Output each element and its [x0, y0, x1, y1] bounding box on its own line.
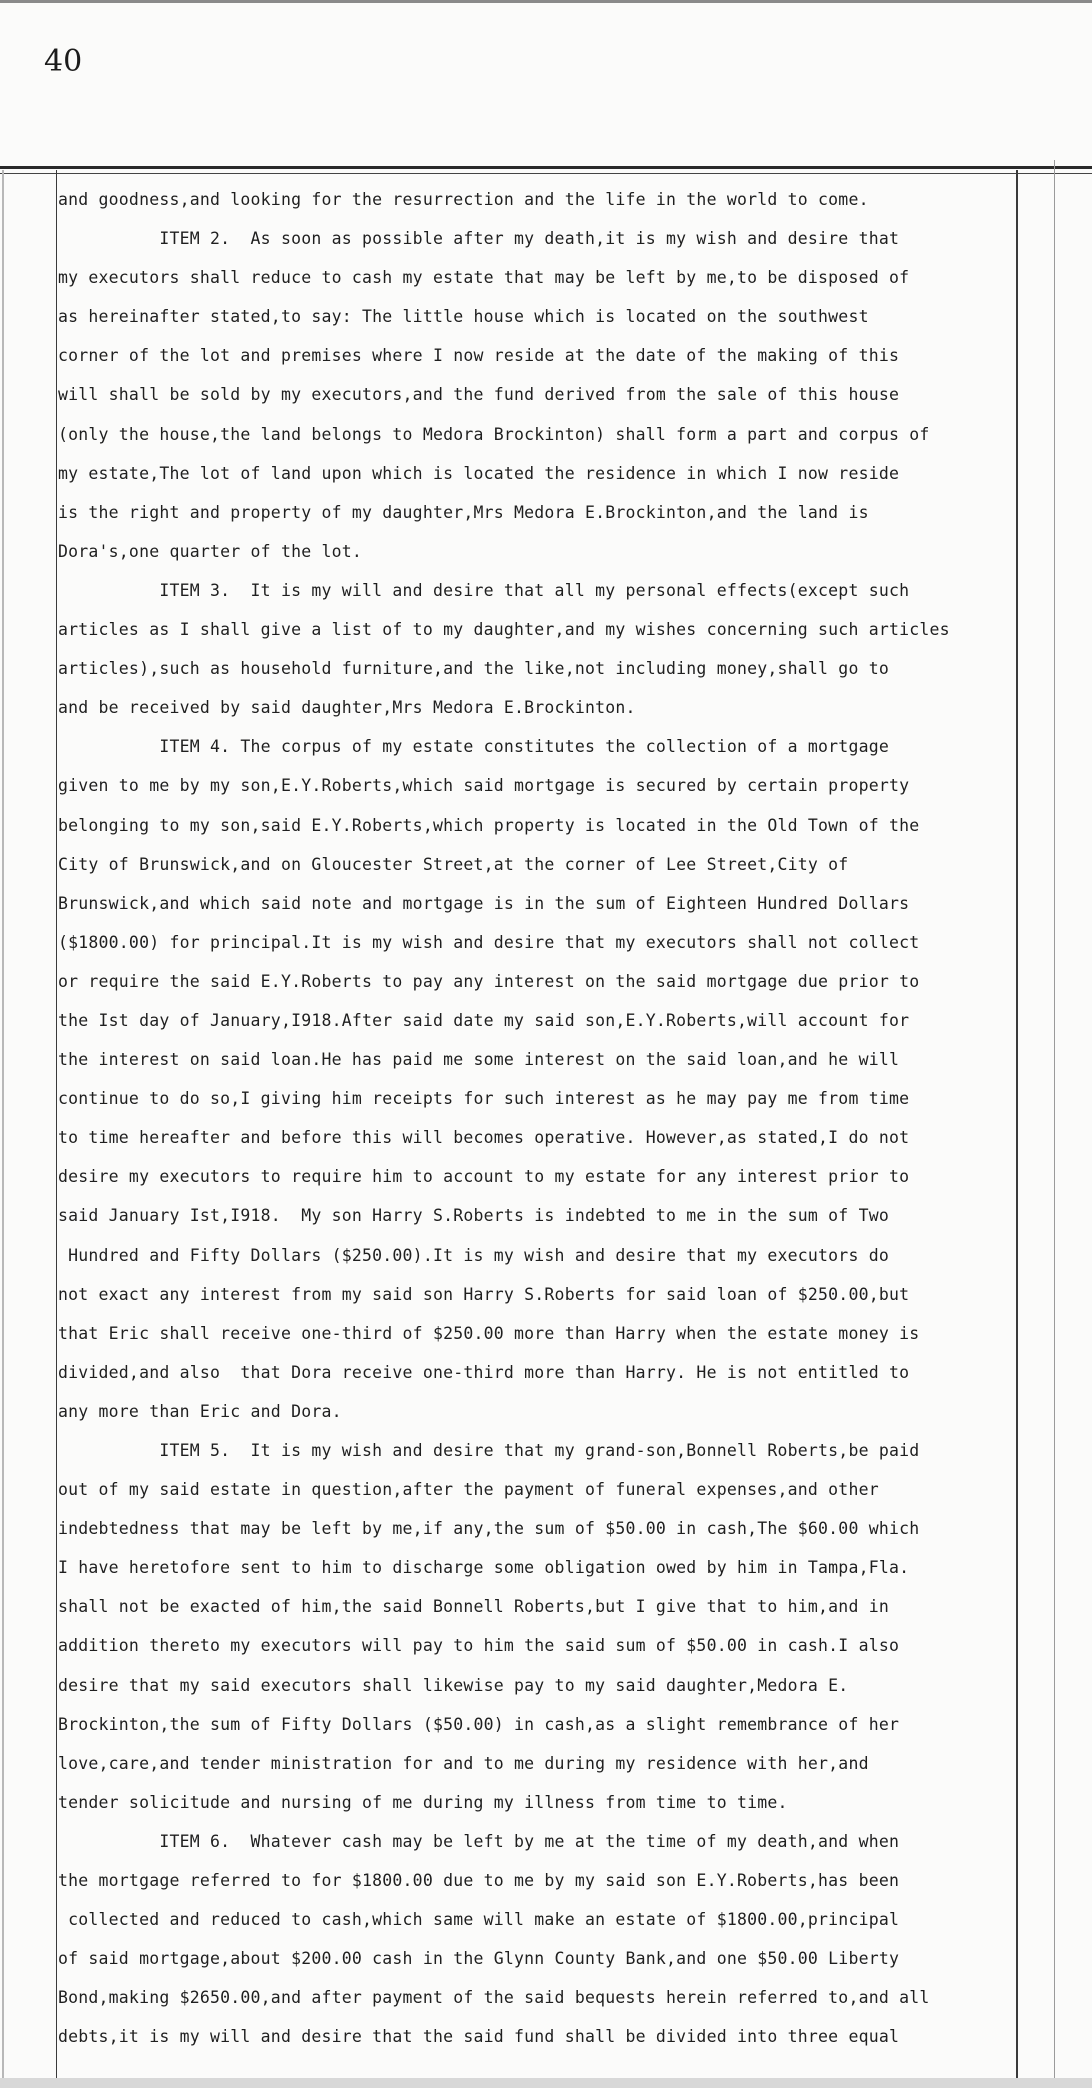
text-line: my executors shall reduce to cash my estate that may be left by me,to be disposed of [58, 268, 910, 288]
text-line: indebtedness that may be left by me,if any,the sum of $50.00 in cash,The $60.00 which [58, 1519, 920, 1539]
text-line: and be received by said daughter,Mrs Medora E.Brockinton. [58, 698, 636, 718]
text-line: of said mortgage,about $200.00 cash in the Glynn County Bank,and one $50.00 Liberty [58, 1949, 900, 1969]
right-page-edge [1054, 160, 1055, 2088]
text-line: any more than Eric and Dora. [58, 1401, 342, 1421]
text-line: and goodness,and looking for the resurrection and the life in the world to come. [58, 190, 869, 209]
text-line: I have heretofore sent to him to discharge some obligation owed by him in Tampa,Fla. [58, 1558, 910, 1578]
text-line: debts,it is my will and desire that the said fund shall be divided into three equal [58, 2027, 900, 2047]
page-number: 40 [44, 44, 83, 79]
text-line: articles),such as household furniture,and the like,not including money,shall go to [58, 659, 889, 679]
page-top-edge [0, 0, 1092, 3]
text-line: ITEM 2. As soon as possible after my death,it is my wish and desire that [58, 229, 900, 249]
text-line: out of my said estate in question,after the payment of funeral expenses,and other [58, 1480, 879, 1500]
text-line: will shall be sold by my executors,and the fund derived from the sale of this house [58, 385, 900, 405]
text-line: love,care,and tender ministration for and to me during my residence with her,and [58, 1753, 869, 1773]
text-line: (only the house,the land belongs to Medora Brockinton) shall form a part and corpus of [58, 424, 930, 444]
text-line: said January Ist,I918. My son Harry S.Roberts is indebted to me in the sum of Two [58, 1206, 889, 1226]
text-line: not exact any interest from my said son Harry S.Roberts for said loan of $250.00,but [58, 1284, 910, 1304]
text-line: given to me by my son,E.Y.Roberts,which said mortgage is secured by certain property [58, 776, 910, 796]
text-line: ITEM 5. It is my wish and desire that my grand-son,Bonnell Roberts,be paid [58, 1441, 920, 1460]
text-line: ITEM 4. The corpus of my estate constitutes the collection of a mortgage [58, 737, 889, 757]
text-line: collected and reduced to cash,which same will make an estate of $1800.00,principal [58, 1910, 900, 1930]
text-line: tender solicitude and nursing of me during my illness from time to time. [58, 1792, 788, 1812]
text-line: my estate,The lot of land upon which is located the residence in which I now reside [58, 463, 900, 483]
left-page-edge [2, 170, 4, 2088]
text-line: shall not be exacted of him,the said Bonnell Roberts,but I give that to him,and in [58, 1597, 889, 1617]
will-text [58, 180, 1038, 2057]
text-line: that Eric shall receive one-third of $250.00 more than Harry when the estate money is [58, 1323, 920, 1343]
text-line: articles as I shall give a list of to my daughter,and my wishes concerning such articles [58, 620, 950, 640]
text-line: the mortgage referred to for $1800.00 due to me by my said son E.Y.Roberts,has been [58, 1871, 900, 1891]
text-line: belonging to my son,said E.Y.Roberts,which property is located in the Old Town of the [58, 815, 920, 835]
text-line: Bond,making $2650.00,and after payment of the said bequests herein referred to,and all [58, 1988, 930, 2008]
header-rule [0, 166, 1092, 169]
text-line: ITEM 6. Whatever cash may be left by me at the time of my death,and when [58, 1831, 900, 1851]
text-line: Brockinton,the sum of Fifty Dollars ($50.00) in cash,as a slight remembrance of her [58, 1714, 900, 1734]
text-line: City of Brunswick,and on Gloucester Street,at the corner of Lee Street,City of [58, 854, 849, 874]
text-line: continue to do so,I giving him receipts for such interest as he may pay me from time [58, 1089, 910, 1109]
header-rule-secondary [0, 173, 1092, 174]
text-line: to time hereafter and before this will becomes operative. However,as stated,I do not [58, 1128, 910, 1148]
text-line: as hereinafter stated,to say: The little house which is located on the southwest [58, 307, 869, 327]
text-line: corner of the lot and premises where I now reside at the date of the making of this [58, 346, 900, 366]
text-line: the Ist day of January,I918.After said date my said son,E.Y.Roberts,will account for [58, 1010, 910, 1030]
text-line: Dora's,one quarter of the lot. [58, 541, 363, 561]
text-line: addition thereto my executors will pay to him the said sum of $50.00 in cash.I also [58, 1636, 900, 1656]
text-line: desire my executors to require him to account to my estate for any interest prior to [58, 1167, 910, 1187]
left-margin-line [56, 170, 57, 2088]
text-line: divided,and also that Dora receive one-third more than Harry. He is not entitled to [58, 1362, 910, 1382]
text-line: Brunswick,and which said note and mortgage is in the sum of Eighteen Hundred Dollars [58, 893, 910, 913]
text-line: ITEM 3. It is my will and desire that all my personal effects(except such [58, 580, 910, 600]
text-line: is the right and property of my daughter,Mrs Medora E.Brockinton,and the land is [58, 502, 869, 522]
text-line: the interest on said loan.He has paid me some interest on the said loan,and he will [58, 1050, 900, 1070]
text-line: Hundred and Fifty Dollars ($250.00).It is my wish and desire that my executors do [58, 1245, 889, 1265]
text-line: ($1800.00) for principal.It is my wish and desire that my executors shall not collect [58, 932, 920, 952]
text-line: desire that my said executors shall likewise pay to my said daughter,Medora E. [58, 1675, 849, 1695]
text-line: or require the said E.Y.Roberts to pay any interest on the said mortgage due prior to [58, 971, 920, 991]
page-bottom-edge [0, 2078, 1092, 2088]
